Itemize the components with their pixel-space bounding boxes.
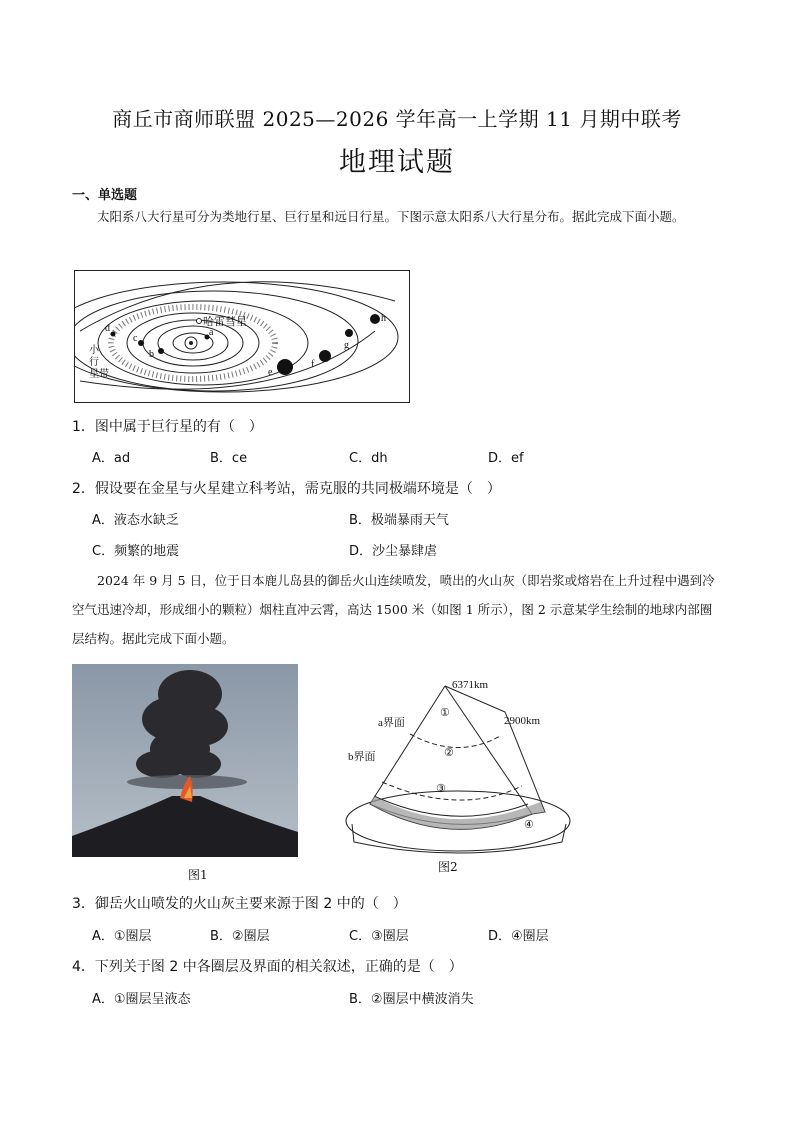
planet-e bbox=[277, 359, 293, 375]
q2-option-b: B．极端暴雨天气 bbox=[349, 513, 449, 528]
layer-4-label: ④ bbox=[524, 819, 534, 831]
planet-d bbox=[111, 332, 116, 337]
comet-label: 哈雷彗星 bbox=[203, 316, 247, 328]
label-c: c bbox=[133, 333, 138, 344]
figure-1-caption: 图1 bbox=[188, 868, 208, 882]
label-a: a bbox=[209, 327, 214, 338]
layer-1-label: ① bbox=[440, 707, 450, 719]
a-boundary-label: a界面 bbox=[378, 717, 405, 729]
q1-option-c: C．dh bbox=[349, 451, 388, 466]
radius-label: 6371km bbox=[452, 679, 489, 691]
volcano-photo bbox=[72, 664, 298, 857]
question-2-stem: 2．假设要在金星与火星建立科考站，需克服的共同极端环境是（ ） bbox=[72, 481, 501, 497]
intro-paragraph-1: 太阳系八大行星可分为类地行星、巨行星和远日行星。下图示意太阳系八大行星分布。据此完成下面小题。 bbox=[97, 209, 685, 224]
q3-option-d: D．④圈层 bbox=[488, 929, 549, 944]
belt-label-1: 小 bbox=[89, 345, 99, 356]
solar-system-figure bbox=[74, 270, 410, 403]
planet-g bbox=[345, 329, 353, 337]
volcano-image bbox=[72, 664, 298, 857]
label-b: b bbox=[149, 349, 154, 360]
label-h: h bbox=[381, 313, 386, 324]
q4-option-a: A．①圈层呈液态 bbox=[92, 992, 191, 1007]
planet-b bbox=[158, 348, 164, 354]
q2-option-d: D．沙尘暴肆虐 bbox=[349, 544, 438, 559]
q2-option-c: C．频繁的地震 bbox=[92, 544, 180, 559]
exam-title: 商丘市商师联盟 2025—2026 学年高一上学期 11 月期中联考 bbox=[112, 107, 682, 131]
q1-option-d: D．ef bbox=[488, 451, 524, 466]
planet-c bbox=[138, 340, 144, 346]
question-4-stem: 4．下列关于图 2 中各圈层及界面的相关叙述，正确的是（ ） bbox=[72, 959, 463, 975]
q1-option-a: A．ad bbox=[92, 451, 131, 466]
label-e: e bbox=[268, 367, 273, 378]
planet-f bbox=[319, 350, 331, 362]
earth-structure-diagram bbox=[340, 664, 580, 858]
label-g: g bbox=[344, 340, 349, 351]
b-boundary-label: b界面 bbox=[348, 751, 376, 763]
section-heading: 一、单选题 bbox=[72, 188, 138, 203]
subject-title: 地理试题 bbox=[339, 147, 455, 178]
q3-option-b: B．②圈层 bbox=[210, 929, 270, 944]
belt-label-2: 行 bbox=[89, 357, 99, 368]
q4-option-b: B．②圈层中横波消失 bbox=[349, 992, 474, 1007]
comet-icon bbox=[197, 319, 202, 324]
q1-option-b: B．ce bbox=[210, 451, 248, 466]
q2-option-a: A．液态水缺乏 bbox=[92, 513, 179, 528]
solar-system-diagram bbox=[75, 271, 409, 402]
label-d: d bbox=[105, 323, 110, 334]
label-f: f bbox=[311, 359, 315, 370]
earth-structure-figure bbox=[340, 664, 580, 858]
layer-2-label: ② bbox=[444, 747, 454, 759]
figure-2-caption: 图2 bbox=[438, 860, 458, 874]
planet-h bbox=[370, 314, 380, 324]
question-3-stem: 3．御岳火山喷发的火山灰主要来源于图 2 中的（ ） bbox=[72, 896, 407, 912]
question-1-stem: 1．图中属于巨行星的有（ ） bbox=[72, 419, 263, 435]
layer-3-label: ③ bbox=[436, 783, 446, 795]
intro-paragraph-2: 2024 年 9 月 5 日，位于日本鹿儿岛县的御岳火山连续喷发，喷出的火山灰（即岩浆或熔岩在上升过程中遇到冷空气迅速冷却，形成细小的颗粒）烟柱直冲云霄，高达 1500 米（如图 1 所示），图 2 示意某学生绘制的地球内部圈层结构。据此完成下面小题。 bbox=[72, 573, 715, 646]
depth-label: 2900km bbox=[504, 715, 541, 727]
q3-option-c: C．③圈层 bbox=[349, 929, 409, 944]
belt-label-3: 星带 bbox=[89, 369, 109, 380]
q3-option-a: A．①圈层 bbox=[92, 929, 152, 944]
